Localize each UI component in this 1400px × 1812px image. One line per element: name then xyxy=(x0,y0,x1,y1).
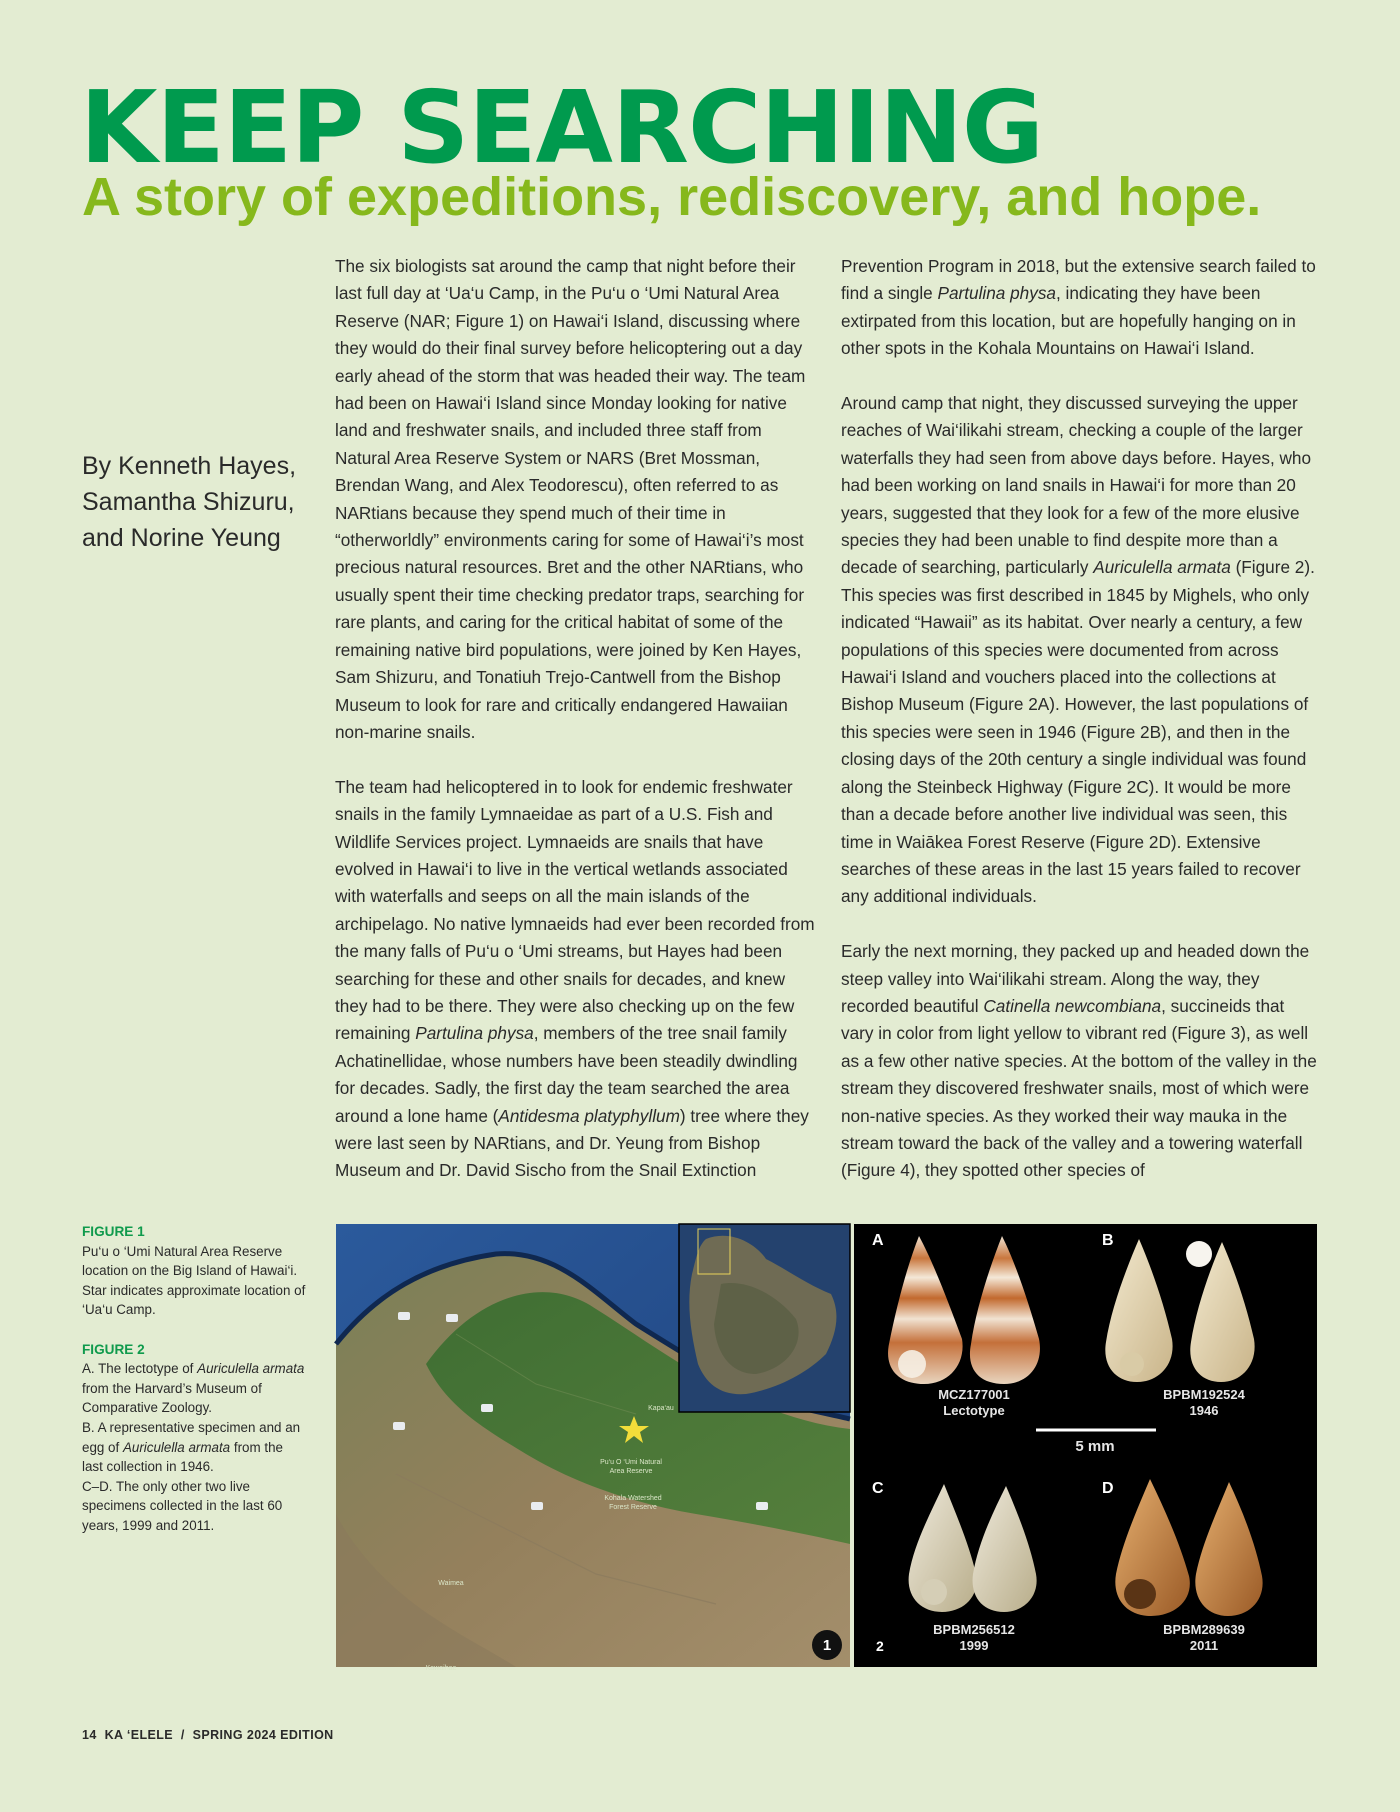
figure-2-shells xyxy=(854,1224,1317,1667)
specimen-note: 1999 xyxy=(959,1638,989,1653)
panel-letter: C xyxy=(872,1480,884,1497)
caption-text: A. The lectotype of Auriculella armata from the Harvard’s Museum of Comparative Zoology. xyxy=(82,1361,305,1416)
highway-marker-icon xyxy=(756,1502,768,1510)
figure-captions xyxy=(82,1222,307,1555)
panel-letter: B xyxy=(1102,1232,1114,1249)
specimen-note: Lectotype xyxy=(943,1403,1005,1418)
page-footer xyxy=(82,1728,338,1742)
highway-marker-icon xyxy=(531,1502,543,1510)
panel-letter: D xyxy=(1102,1480,1114,1497)
footer-separator: / xyxy=(180,1728,185,1742)
specimen-id: MCZ177001 xyxy=(938,1387,1010,1402)
specimen-id: BPBM192524 xyxy=(1163,1387,1245,1402)
figure-number-label: 2 xyxy=(876,1638,884,1654)
scale-bar-label: 5 mm xyxy=(1075,1438,1115,1455)
publication-name: KA ‘ELELE xyxy=(104,1728,174,1742)
article-column-1 xyxy=(335,253,815,1212)
caption-text: Pu‘u o ‘Umi Natural Area Reserve location on the Big Island of Hawai‘i. Star indicates approximate location of ‘Ua‘u Camp. xyxy=(82,1243,306,1318)
figure-2-caption xyxy=(82,1340,307,1536)
caption-heading: FIGURE 2 xyxy=(82,1341,145,1357)
map-label-forest-reserve: Kohala Watershed Forest Reserve xyxy=(604,1495,662,1511)
page-subtitle: A story of expeditions, rediscovery, and hope. xyxy=(82,167,1262,227)
page-number: 14 xyxy=(82,1728,97,1742)
byline-line: and Norine Yeung xyxy=(82,524,281,552)
highway-marker-icon xyxy=(446,1314,458,1322)
article-paragraph: Prevention Program in 2018, but the extensive search failed to find a single Partulina physa, indicating they have been extirpated from this location, but are hopefully hanging on in other spots in the Kohala Mountains on Hawai‘i Island. xyxy=(841,256,1316,359)
specimen-label xyxy=(1144,1622,1264,1654)
specimen-label xyxy=(1144,1387,1264,1419)
article-paragraph: The team had helicoptered in to look for endemic freshwater snails in the family Lymnaeidae as part of a U.S. Fish and Wildlife Services project. Lymnaeids are snails that have evolved in Hawai‘i to live in the vertical wetlands associated with waterfalls and seeps on all the main islands of the archipelago. No native lymnaeids had ever been recorded from the many falls of Pu‘u o ‘Umi streams, but Hayes had been searching for these and other snails for decades, and knew they had to be there. They were also checking up on the few remaining Partulina physa, members of the tree snail family Achatinellidae, whose numbers have been steadily dwindling for decades. Sadly, the first day the team searched the area around a lone hame (Antidesma platyphyllum) tree where they were last seen by NARtians, and Dr. Yeung from Bishop Museum and Dr. David Sischo from the Snail Extinction xyxy=(335,776,815,1181)
edition-name: SPRING 2024 EDITION xyxy=(192,1728,334,1742)
caption-heading: FIGURE 1 xyxy=(82,1224,145,1239)
map-image xyxy=(336,1224,850,1667)
highway-marker-icon xyxy=(393,1422,405,1430)
map-label-reserve: Pu‘u O ‘Umi Natural Area Reserve xyxy=(600,1459,662,1475)
panel-letter: A xyxy=(872,1232,884,1249)
highway-marker-icon xyxy=(481,1404,493,1412)
map-label-town: Kapa‘au xyxy=(648,1405,674,1412)
map-label-town: Waimea xyxy=(438,1580,464,1587)
map-label-town: Kawaihae xyxy=(425,1665,457,1672)
specimen-note: 1946 xyxy=(1189,1403,1219,1418)
byline-line: By Kenneth Hayes, xyxy=(82,452,297,480)
article-column-2 xyxy=(841,253,1321,1212)
article-paragraph: Around camp that night, they discussed surveying the upper reaches of Wai‘ilikahi stream, checking a couple of the larger waterfalls they had seen from above days before. Hayes, who had been working on land snails in Hawai‘i for more than 20 years, suggested that they look for a few of the more elusive species they had been unable to find despite more than a decade of searching, particularly Auriculella armata (Figure 2). This species was first described in 1845 by Mighels, who only indicated “Hawaii” as its habitat. Over nearly a century, a few populations of this species were documented from across Hawai‘i Island and vouchers placed into the collections at Bishop Museum (Figure 2A). However, the last populations of this species were seen in 1946 (Figure 2B), and then in the closing days of the 20th century a single individual was found along the Steinbeck Highway (Figure 2C). It would be more than a decade before another live individual was seen, this time in Waiākea Forest Reserve (Figure 2D). Extensive searches of these areas in the last 15 years failed to recover any additional individuals. xyxy=(841,393,1315,907)
page-title: KEEP SEARCHING xyxy=(80,69,1044,186)
caption-text: B. A representative specimen and an egg of Auriculella armata from the last collection in 1946. xyxy=(82,1419,301,1475)
specimen-id: BPBM289639 xyxy=(1163,1622,1245,1637)
figure-1-caption xyxy=(82,1222,307,1320)
specimen-id: BPBM256512 xyxy=(933,1622,1015,1637)
byline xyxy=(82,448,312,556)
specimen-label xyxy=(924,1387,1024,1419)
article-paragraph: Early the next morning, they packed up and headed down the steep valley into Wai‘ilikahi stream. Along the way, they recorded beautiful Catinella newcombiana, succineids that vary in color from light yellow to vibrant red (Figure 3), as well as a few other native species. At the bottom of the valley in the stream they discovered freshwater snails, most of which were non-native species. As they worked their way mauka in the stream toward the back of the valley and a towering waterfall (Figure 4), they spotted other species of xyxy=(841,941,1317,1181)
specimen-label xyxy=(914,1622,1034,1654)
specimen-note: 2011 xyxy=(1189,1638,1219,1653)
article-paragraph: The six biologists sat around the camp that night before their last full day at ‘Ua‘u Camp, in the Pu‘u o ‘Umi Natural Area Reserve (NAR; Figure 1) on Hawai‘i Island, discussing where they would do their final survey before helicoptering out a day early ahead of the storm that was headed their way. The team had been on Hawai‘i Island since Monday looking for native land and freshwater snails, and included three staff from Natural Area Reserve System or NARS (Bret Mossman, Brendan Wang, and Alex Teodorescu), often referred to as NARtians because they spend much of their time in “otherworldly” environments caring for some of Hawai‘i’s most precious natural resources. Bret and the other NARtians, who usually spent their time checking predator traps, searching for rare plants, and caring for the critical habitat of some of the remaining native bird populations, were joined by Ken Hayes, Sam Shizuru, and Tonatiuh Trejo-Cantwell from the Bishop Museum to look for rare and critically endangered Hawaiian non-marine snails. xyxy=(335,256,806,742)
highway-marker-icon xyxy=(398,1312,410,1320)
figure-1-map xyxy=(336,1224,850,1672)
caption-text: C–D. The only other two live specimens collected in the last 60 years, 1999 and 2011. xyxy=(82,1478,283,1533)
figure-number-badge: 1 xyxy=(812,1630,842,1660)
byline-line: Samantha Shizuru, xyxy=(82,488,295,516)
